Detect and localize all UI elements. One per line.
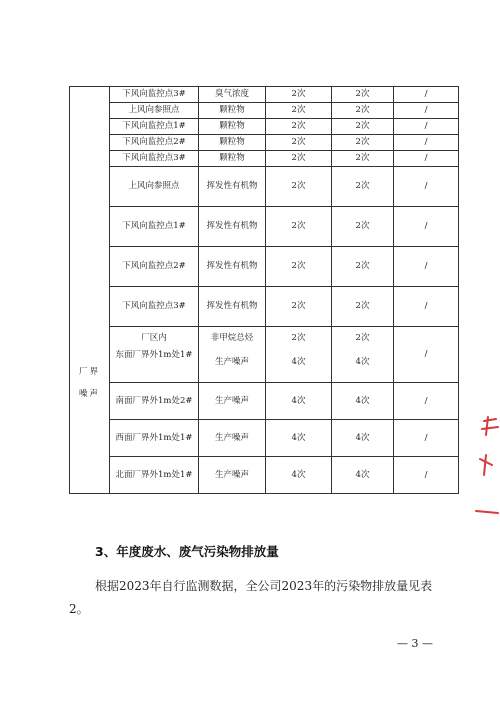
- table-row: [70, 457, 459, 494]
- monitoring-item: 挥发性有机物: [199, 287, 266, 327]
- frequency-1: 4次: [266, 420, 332, 457]
- monitoring-item: 挥发性有机物: [199, 207, 266, 247]
- remark: /: [394, 135, 459, 151]
- table-row: [70, 287, 459, 327]
- remark: /: [394, 87, 459, 103]
- frequency-1: 2次: [266, 151, 332, 167]
- remark: /: [394, 119, 459, 135]
- frequency-2: 4次: [332, 420, 394, 457]
- frequency-1: 2次: [266, 135, 332, 151]
- remark: /: [394, 457, 459, 494]
- table-row: [70, 247, 459, 287]
- frequency-1-noise: 4次: [291, 357, 306, 367]
- monitoring-item-noise: 生产噪声: [214, 357, 249, 367]
- page-number: — 3 —: [397, 637, 433, 650]
- remark: /: [394, 167, 459, 207]
- section-title: 3、年度废水、废气污染物排放量: [95, 544, 279, 559]
- table-row: [70, 103, 459, 119]
- monitoring-item: 颗粒物: [199, 135, 266, 151]
- table-row: [70, 327, 459, 383]
- frequency-2-noise: 4次: [355, 357, 370, 367]
- monitoring-point: 西面厂界外1m处1#: [110, 420, 199, 457]
- monitoring-point: 下风向监控点1#: [110, 119, 199, 135]
- monitoring-item: 挥发性有机物: [199, 167, 266, 207]
- monitoring-point-indoor: 厂区内: [141, 333, 167, 343]
- frequency-2: 2次: [332, 135, 394, 151]
- frequency-2: 2次: [332, 247, 394, 287]
- monitoring-item: 颗粒物: [199, 151, 266, 167]
- remark: /: [394, 207, 459, 247]
- stamp-fragment: [470, 415, 500, 525]
- frequency-2-nmhc: 2次: [355, 333, 370, 343]
- remark: /: [394, 151, 459, 167]
- frequency-1: 2次: [266, 247, 332, 287]
- remark: /: [394, 327, 459, 383]
- monitoring-item: 臭气浓度: [199, 87, 266, 103]
- monitoring-point: 下风向监控点2#: [110, 247, 199, 287]
- remark: /: [394, 383, 459, 420]
- remark: /: [394, 247, 459, 287]
- monitoring-point: 下风向监控点3#: [110, 287, 199, 327]
- frequency-1: 2次: [266, 103, 332, 119]
- table-row: [70, 383, 459, 420]
- monitoring-point: 上风向参照点: [110, 103, 199, 119]
- monitoring-item: 颗粒物: [199, 103, 266, 119]
- monitoring-point-east: 东面厂界外1m处1#: [115, 350, 193, 360]
- frequency-1: 2次: [266, 87, 332, 103]
- frequency-1-nmhc: 2次: [291, 333, 306, 343]
- monitoring-point: [110, 327, 199, 383]
- frequency-1: 2次: [266, 287, 332, 327]
- group-label: 厂界噪声: [78, 366, 100, 399]
- frequency-1: [266, 327, 332, 383]
- monitoring-point: 上风向参照点: [110, 167, 199, 207]
- table-row: [70, 119, 459, 135]
- frequency-1: 2次: [266, 167, 332, 207]
- remark: /: [394, 287, 459, 327]
- table-row: [70, 87, 459, 103]
- frequency-1: 2次: [266, 207, 332, 247]
- monitoring-item: 生产噪声: [199, 457, 266, 494]
- frequency-2: 2次: [332, 167, 394, 207]
- monitoring-point: 下风向监控点3#: [110, 151, 199, 167]
- table-row: [70, 167, 459, 207]
- monitoring-item: 生产噪声: [199, 420, 266, 457]
- monitoring-point: 下风向监控点2#: [110, 135, 199, 151]
- table-row: [70, 135, 459, 151]
- monitoring-point: 下风向监控点1#: [110, 207, 199, 247]
- monitoring-point: 南面厂界外1m处2#: [110, 383, 199, 420]
- monitoring-point: 下风向监控点3#: [110, 87, 199, 103]
- monitoring-point: 北面厂界外1m处1#: [110, 457, 199, 494]
- remark: /: [394, 420, 459, 457]
- frequency-1: 2次: [266, 119, 332, 135]
- table-row: [70, 151, 459, 167]
- monitoring-item-nmhc: 非甲烷总烃: [210, 333, 254, 343]
- frequency-2: 2次: [332, 103, 394, 119]
- frequency-1: 4次: [266, 383, 332, 420]
- monitoring-item: [199, 327, 266, 383]
- frequency-1: 4次: [266, 457, 332, 494]
- frequency-2: 2次: [332, 119, 394, 135]
- frequency-2: 2次: [332, 87, 394, 103]
- group-cell: [70, 87, 110, 494]
- frequency-2: 4次: [332, 457, 394, 494]
- frequency-2: 4次: [332, 383, 394, 420]
- frequency-2: 2次: [332, 207, 394, 247]
- frequency-2: 2次: [332, 151, 394, 167]
- monitoring-table: [69, 86, 459, 494]
- frequency-2: 2次: [332, 287, 394, 327]
- monitoring-item: 生产噪声: [199, 383, 266, 420]
- frequency-2: [332, 327, 394, 383]
- remark: /: [394, 103, 459, 119]
- table-row: [70, 207, 459, 247]
- section-paragraph: 根据2023年自行监测数据，全公司2023年的污染物排放量见表2。: [69, 579, 433, 616]
- table-row: [70, 420, 459, 457]
- monitoring-item: 挥发性有机物: [199, 247, 266, 287]
- monitoring-item: 颗粒物: [199, 119, 266, 135]
